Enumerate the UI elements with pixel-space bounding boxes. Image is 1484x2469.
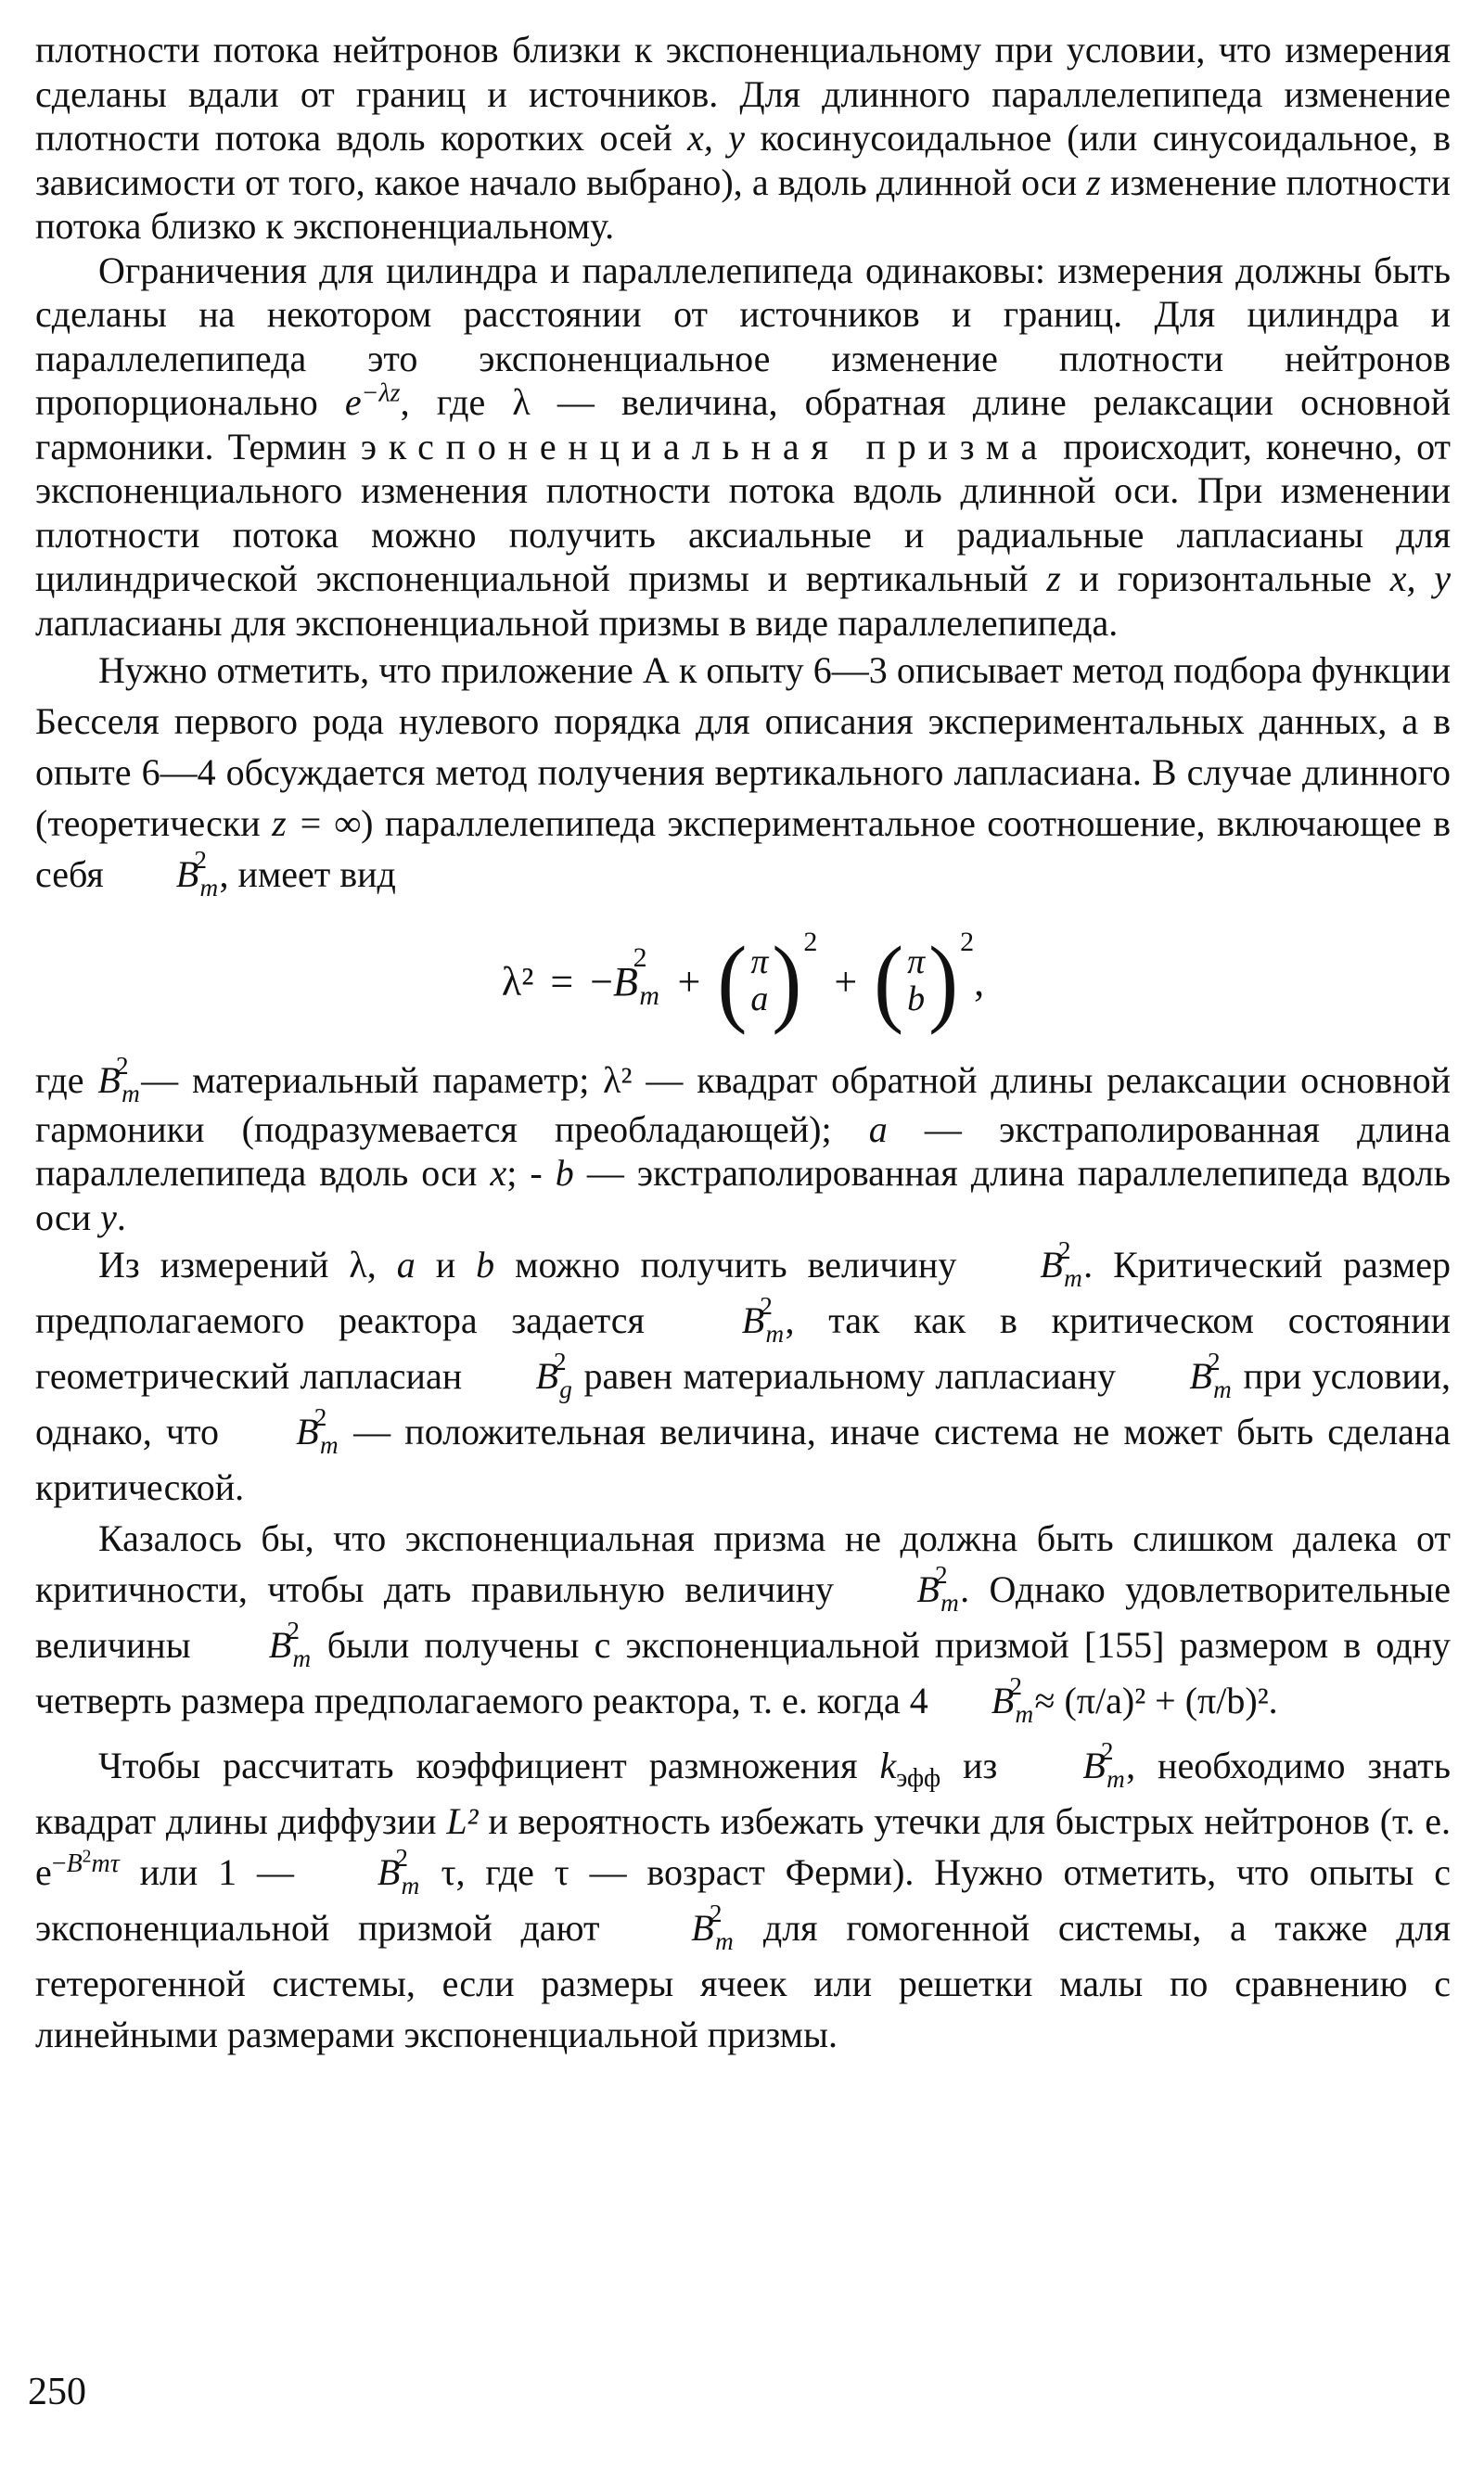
paragraph-1: плотности потока нейтронов близки к экспоненциальному при условии, что измерения сделаны вдали от границ и источников. Для длинного параллелепипеда изменение плотности потока вдоль коротких осей x, y косинусоидальное (или синусоидальное, в зависимости от того, какое начало выбрано), а вдоль длинной оси z изменение плотности потока близко к экспоненциальному. [35,29,1452,247]
paragraph-7: Чтобы рассчитать коэффициент размножения $k_{эфф}$ из B 2 $_m$, необходимо знать квадрат длины диффузии L² и вероятность избежать утечки для быстрых нейтронов (т. е. $e^{-B^2m\tau}$ или 1 — B 2 $_m$ τ, где τ — возраст Ферми). Нужно отметить, что опыты с экспоненциальной призмой дают B 2 $_m$ для гомогенной системы, а также для гетерогенной системы, если размеры ячеек или решетки малы по сравнению с линейными размерами экспоненциальной призмы. [35,1737,1452,2055]
paragraph-3: Нужно отметить, что приложение А к опыту 6—3 описывает метод подбора функции Бесселя первого рода нулевого порядка для описания экспериментальных данных, а в опыте 6—4 обсуждается метод получения вертикального лапласиана. В случае длинного (теоретически z = ∞) параллелепипеда экспериментальное соотношение, включающее в себя B 2 $_m$, имеет вид [35,645,1451,904]
bm2-symbol: B 2 $_m$ [613,942,660,1011]
paragraph-4: где B 2 $_m$— материальный параметр; λ² — квадрат обратной длины релаксации основной гармоники (подразумевается преобладающей); a — экстраполированная длина параллелепипеда вдоль оси x; - b — экстраполированная длина параллелепипеда вдоль оси y. [35,1052,1452,1238]
paragraph-6: Казалось бы, что экспоненциальная призма не должна быть слишком далека от критичности, чтобы дать правильную величину B 2 $_m$. Однако удовлетворительные величины B 2 $_m$ были получены с экспоненциальной призмой [155] размером в одну четверть размера предполагаемого реактора, т. е. когда 4 B 2 $_m$≈ (π/a)² + (π/b)². [35,1517,1452,1728]
page-number: 250 [28,2371,86,2413]
paragraph-5: Из измерений λ, a и b можно получить величину B 2 $_m$. Критический размер предполагаемого реактора задается B 2 $_m$, так как в критическом состоянии геометрический лапласиан B 2 $_g$ равен материальному лапласиану B 2 $_m$ при условии, однако, что B 2 $_m$ — положительная величина, иначе система не может быть сделана критической. [35,1236,1452,1508]
fraction-pi-b: π b [907,942,926,1018]
bm2-symbol: B 2 $_m$ [175,846,219,902]
fraction-pi-a: π a [750,942,769,1018]
equation-lambda: λ² = − B 2 $_m$ + ( π a ) 2 + ( π b ) 2 , [501,926,985,1036]
term-exponential-prism: экспоненциальная призма [360,425,1050,467]
paragraph-2: Ограничения для цилиндра и параллелепипеда одинаковы: измерения должны быть сделаны на некотором расстоянии от источников и границ. Для цилиндра и параллелепипеда это экспоненциальное изменение плотности нейтронов пропорционально $e^{-\lambda z}$, где λ — величина, обратная длине релаксации основной гармоники. Термин экспоненциальная призма происходит, конечно, от экспоненциального изменения плотности потока вдоль длинной оси. При изменении плотности потока можно получить аксиальные и радиальные лапласианы для цилиндрической экспоненциальной призмы и вертикальный z и горизонтальные x, y лапласианы для экспоненциальной призмы в виде параллелепипеда. [35,249,1452,644]
